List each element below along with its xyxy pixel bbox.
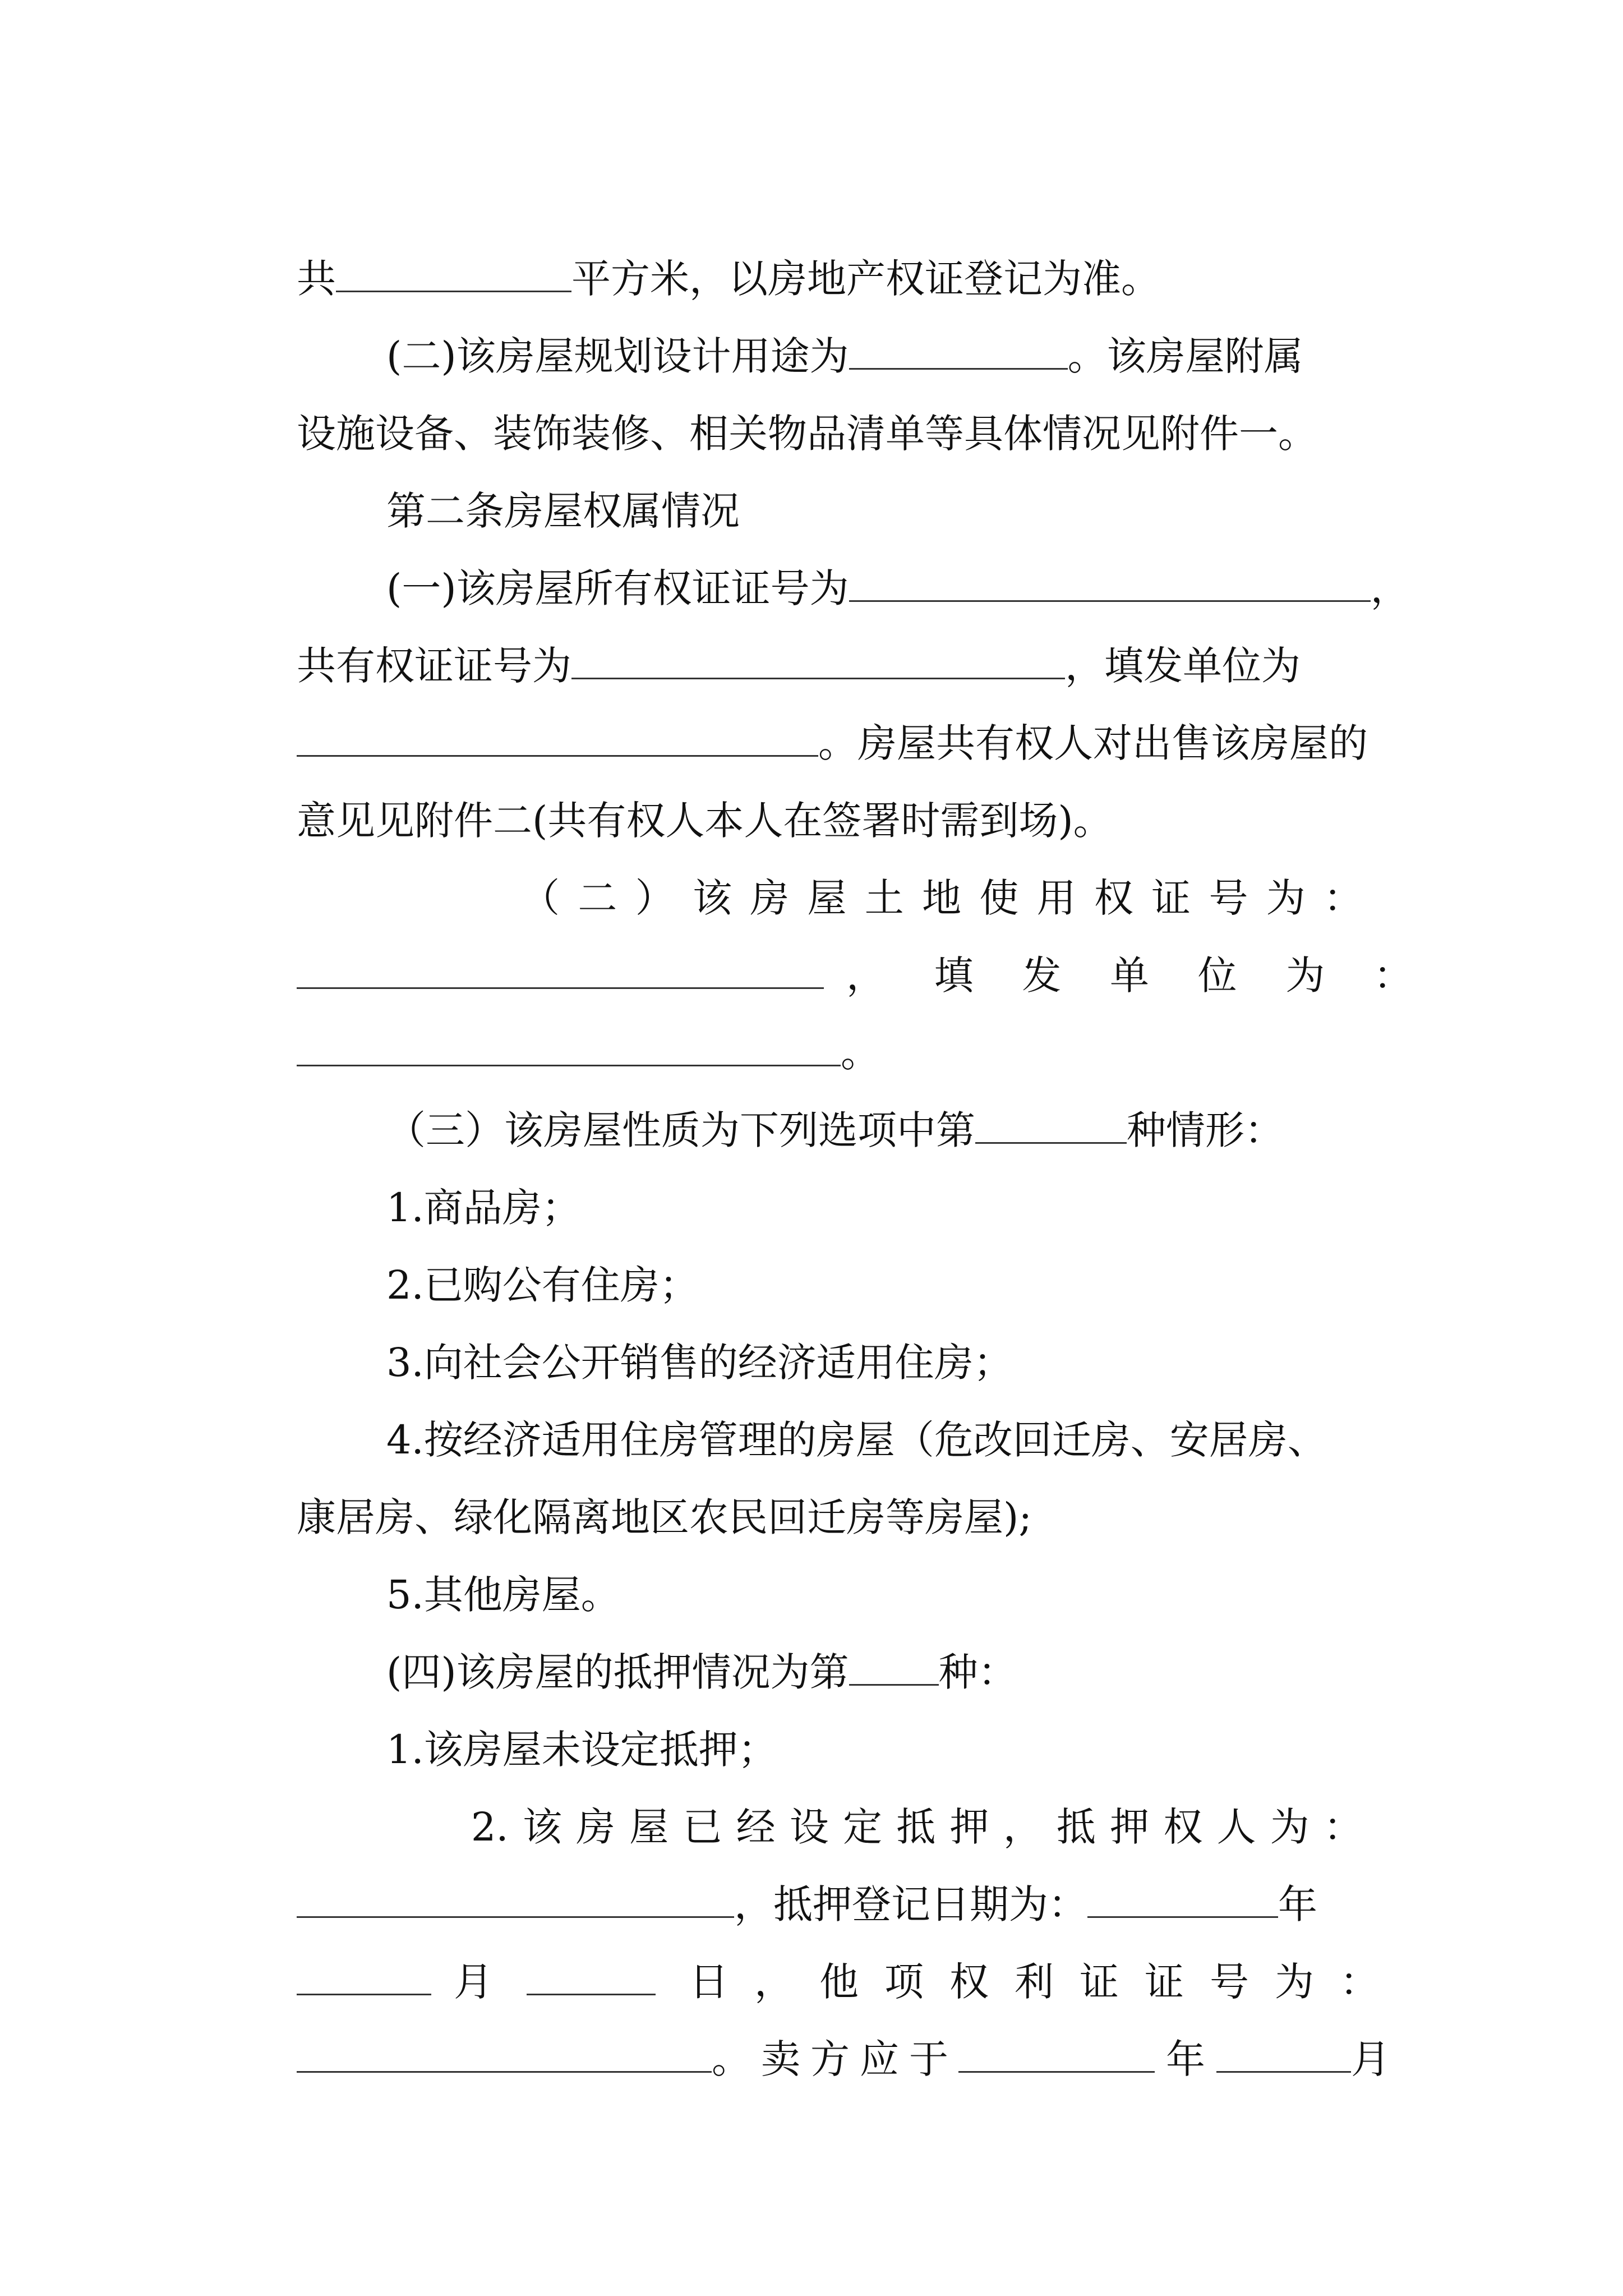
text: 种：	[938, 1649, 1017, 1695]
blank-mortgage-month[interactable]	[297, 1962, 431, 1995]
blank-other-rights-cert[interactable]	[297, 2040, 712, 2073]
blank-issuer[interactable]	[297, 724, 818, 757]
blank-mortgagee[interactable]	[297, 1885, 734, 1918]
land-issuer-line	[247, 994, 880, 1076]
text: 。卖方应于	[712, 2036, 959, 2082]
blank-land-cert[interactable]	[297, 956, 824, 989]
attachment-line	[247, 375, 1318, 457]
text: 平方米，以房地产权证登记为准。	[571, 256, 1161, 302]
blank-co-ownership-cert[interactable]	[571, 646, 1065, 679]
text: ，填发单位为	[1065, 643, 1301, 689]
text: 。	[841, 1030, 880, 1076]
area-line	[247, 220, 1161, 302]
seller-deadline-line	[247, 2000, 1391, 2082]
text: 种情形：	[1127, 1107, 1284, 1153]
option-4	[336, 1381, 1327, 1463]
blank-property-type[interactable]	[975, 1111, 1127, 1144]
option-2	[336, 1226, 699, 1308]
text: 2.该房屋已经设定抵押，抵押权人为：	[471, 1804, 1363, 1850]
text: 3.向社会公开销售的经济适用住房；	[386, 1340, 1013, 1386]
text: 。该房屋附属	[1067, 333, 1303, 379]
text: 4.按经济适用住房管理的房屋（危改回迁房、安居房、	[386, 1417, 1327, 1463]
blank-deadline-year[interactable]	[958, 2040, 1155, 2073]
text: ，填发单位为：	[846, 953, 1413, 999]
text: 1.该房屋未设定抵押；	[386, 1727, 777, 1773]
article-heading	[336, 452, 740, 534]
text: 日，他项权利证证号为：	[689, 1959, 1380, 2005]
text: 共	[297, 256, 336, 302]
text: 设施设备、装饰装修、相关物品清单等具体情况见附件一。	[297, 411, 1318, 457]
text: （二）该房屋土地使用权证号为：	[520, 875, 1363, 921]
blank-area[interactable]	[336, 259, 571, 292]
text: 月	[1351, 2036, 1391, 2082]
text: 意见见附件二(共有权人本人在签署时需到场)。	[297, 798, 1113, 844]
option-3	[336, 1304, 1013, 1386]
mortgage-line	[336, 1613, 1017, 1695]
land-cert-blank-line	[247, 917, 1413, 999]
option-4-cont	[247, 1458, 1032, 1540]
text: 年	[1166, 2036, 1206, 2082]
text: (四)该房屋的抵押情况为第	[386, 1649, 849, 1695]
text: 第二条房屋权属情况	[386, 488, 740, 534]
option-1	[336, 1149, 581, 1231]
text: 年	[1278, 1881, 1318, 1927]
text: (一)该房屋所有权证证号为	[386, 565, 849, 611]
ownership-cert-line	[336, 530, 1410, 611]
blank-deadline-month[interactable]	[1216, 2040, 1351, 2073]
blank-mortgage-year[interactable]	[1087, 1885, 1278, 1918]
blank-ownership-cert[interactable]	[849, 569, 1371, 602]
text: 5.其他房屋。	[386, 1572, 620, 1618]
text: 共有权证证号为	[297, 643, 572, 689]
text: 康居房、绿化隔离地区农民回迁房等房屋);	[297, 1494, 1032, 1540]
co-ownership-line	[247, 607, 1301, 689]
text: 。房屋共有权人对出售该房屋的	[818, 720, 1368, 766]
option-5	[336, 1536, 620, 1618]
text: 1.商品房；	[386, 1185, 581, 1231]
land-cert-line	[398, 839, 1363, 921]
mortgage-option-1	[336, 1691, 777, 1773]
mortgage-option-2	[365, 1768, 1363, 1850]
text: 2.已购公有住房；	[386, 1262, 699, 1308]
issuer-line	[247, 684, 1368, 766]
usage-line	[336, 297, 1303, 379]
blank-usage[interactable]	[849, 337, 1068, 370]
text: ，抵押登记日期为：	[734, 1881, 1088, 1927]
mortgage-date-line	[247, 1923, 1380, 2005]
property-type-line	[336, 1071, 1284, 1153]
mortgagee-line	[247, 1846, 1318, 1927]
text: （三）该房屋性质为下列选项中第	[386, 1107, 976, 1153]
blank-mortgage-type[interactable]	[849, 1653, 939, 1686]
blank-land-issuer[interactable]	[297, 1033, 841, 1066]
text: (二)该房屋规划设计用途为	[386, 333, 849, 379]
text: 月	[454, 1959, 494, 2005]
co-owner-note	[247, 762, 1113, 844]
blank-mortgage-day[interactable]	[527, 1962, 656, 1995]
text: ，	[1370, 565, 1410, 611]
